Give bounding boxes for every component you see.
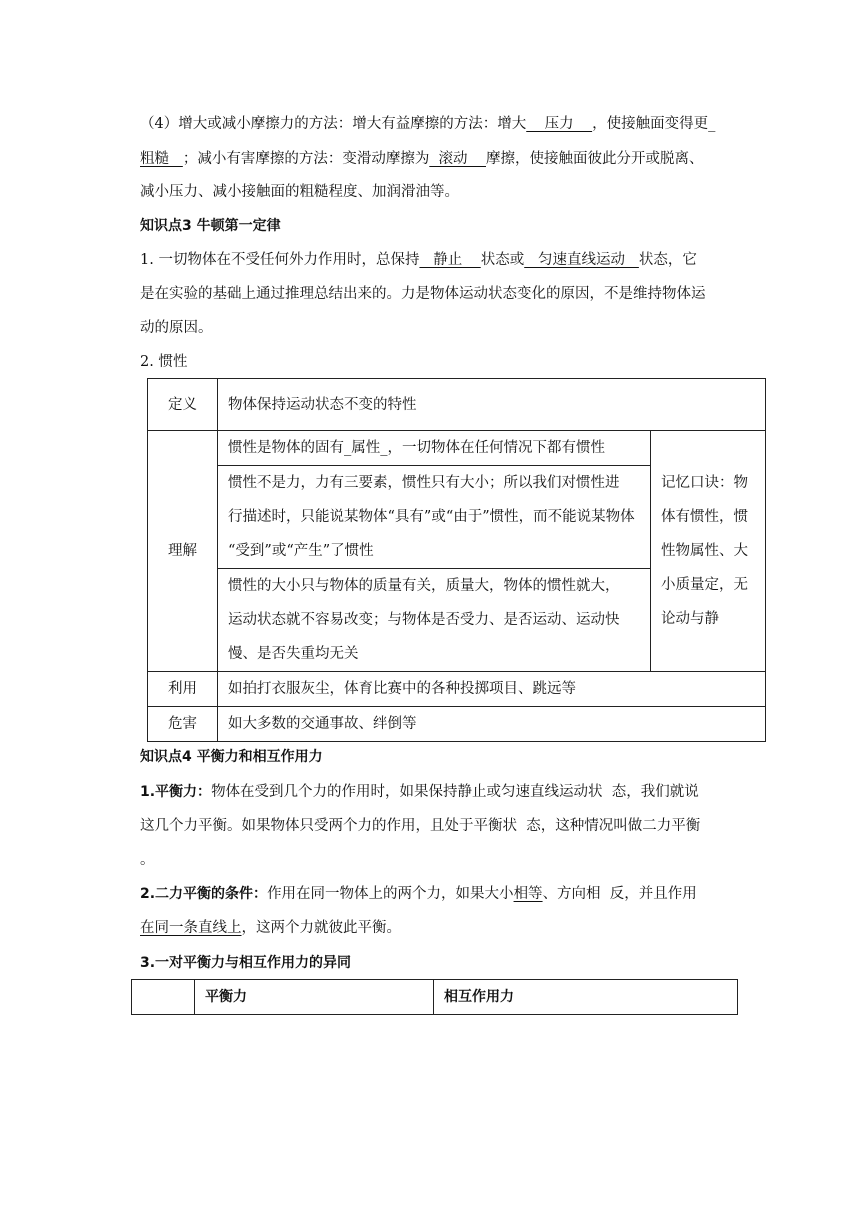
newton-law-line-1: [140, 250, 697, 270]
two-force-balance-line-1: [140, 884, 697, 904]
use-label: 利用: [148, 672, 218, 707]
underlined-term: 相等: [513, 886, 543, 902]
friction-methods-line-2: [140, 149, 703, 169]
two-force-balance-line-2: [140, 918, 401, 938]
blank-answer: 压力: [526, 116, 593, 132]
use-text: 如拍打衣服灰尘，体育比赛中的各种投掷项目、跳远等: [218, 672, 766, 707]
newton-law-line-3: 动的原因。: [140, 320, 213, 336]
text: 作用在同一物体上的两个力，如果大小: [267, 886, 514, 902]
inertia-heading: 2. 惯性: [140, 354, 188, 370]
text: 、方向相 反，并且作用: [542, 886, 697, 902]
term-label: 2.二力平衡的条件：: [140, 886, 268, 902]
comparison-col-interaction: 相互作用力: [434, 980, 738, 1015]
section-title-k3: 知识点3 牛顿第一定律: [140, 218, 281, 234]
text: 状态或: [480, 252, 525, 268]
memo-line: 小质量定，无: [661, 577, 748, 593]
definition-text: 物体保持运动状态不变的特性: [218, 379, 766, 431]
text: 摩擦，使接触面彼此分开或脱离、: [485, 151, 704, 167]
memo-line: 论动与静: [661, 611, 719, 627]
harm-label: 危害: [148, 707, 218, 742]
text: ，这两个力就彼此平衡。: [241, 920, 401, 936]
inertia-table: [147, 378, 766, 742]
item-line: 运动状态就不容易改变；与物体是否受力、是否运动、运动快: [228, 612, 620, 628]
item-line: 行描述时，只能说某物体“具有”或“由于”惯性，而不能说某物体: [228, 509, 635, 525]
blank-answer: 滚动: [429, 151, 486, 167]
text: （4）增大或减小摩擦力的方法：增大有益摩擦的方法：增大: [140, 116, 527, 132]
memo-line: 性物属性、大: [661, 543, 748, 559]
text: ，使接触面变得更_: [592, 116, 716, 132]
newton-law-line-2: 是在实验的基础上通过推理总结出来的。力是物体运动状态变化的原因，不是维持物体运: [140, 286, 706, 302]
underlined-term: 在同一条直线上: [140, 920, 242, 936]
understanding-label: 理解: [148, 431, 218, 672]
text: 状态，它: [638, 252, 697, 268]
item-line: 慢、是否失重均无关: [228, 646, 359, 662]
text: 物体在受到几个力的作用时，如果保持静止或匀速直线运动状 态，我们就说: [211, 784, 699, 800]
text: 1. 一切物体在不受任何外力作用时，总保持: [140, 252, 420, 268]
definition-label: 定义: [148, 379, 218, 431]
section-title-k4: 知识点4 平衡力和相互作用力: [140, 749, 323, 765]
blank-answer: 粗糙: [140, 151, 169, 167]
friction-methods-line-1: [140, 114, 715, 134]
comparison-col-balanced: 平衡力: [195, 980, 434, 1015]
comparison-table: [131, 979, 738, 1015]
memo-line: 体有惯性，惯: [661, 509, 748, 525]
blank-answer: 匀速直线运动: [524, 252, 639, 268]
friction-methods-line-3: 减小压力、减小接触面的粗糙程度、加润滑油等。: [140, 184, 459, 200]
blank-pad: [169, 151, 183, 167]
blank-answer: 静止: [419, 252, 481, 268]
comparison-col-blank: [132, 980, 195, 1015]
memo-line: 记忆口诀：物: [661, 475, 748, 491]
text: ；减小有害摩擦的方法：变滑动摩擦为: [182, 151, 430, 167]
balanced-force-line-1: [140, 782, 699, 802]
balanced-force-line-3: 。: [140, 852, 155, 868]
item-line: 惯性不是力，力有三要素，惯性只有大小；所以我们对惯性进: [228, 475, 620, 491]
understanding-item-2: [218, 466, 651, 569]
memory-rhyme: [651, 431, 766, 672]
balanced-force-line-2: 这几个力平衡。如果物体只受两个力的作用，且处于平衡状 态，这种情况叫做二力平衡: [140, 818, 701, 834]
comparison-heading: 3.一对平衡力与相互作用力的异同: [140, 955, 352, 971]
term-label: 1.平衡力：: [140, 784, 212, 800]
harm-text: 如大多数的交通事故、绊倒等: [218, 707, 766, 742]
understanding-item-1: 惯性是物体的固有_属性_，一切物体在任何情况下都有惯性: [218, 431, 651, 466]
understanding-item-3: [218, 569, 651, 672]
item-line: “受到”或“产生”了惯性: [228, 543, 374, 559]
item-line: 惯性的大小只与物体的质量有关，质量大，物体的惯性就大，: [228, 578, 620, 594]
